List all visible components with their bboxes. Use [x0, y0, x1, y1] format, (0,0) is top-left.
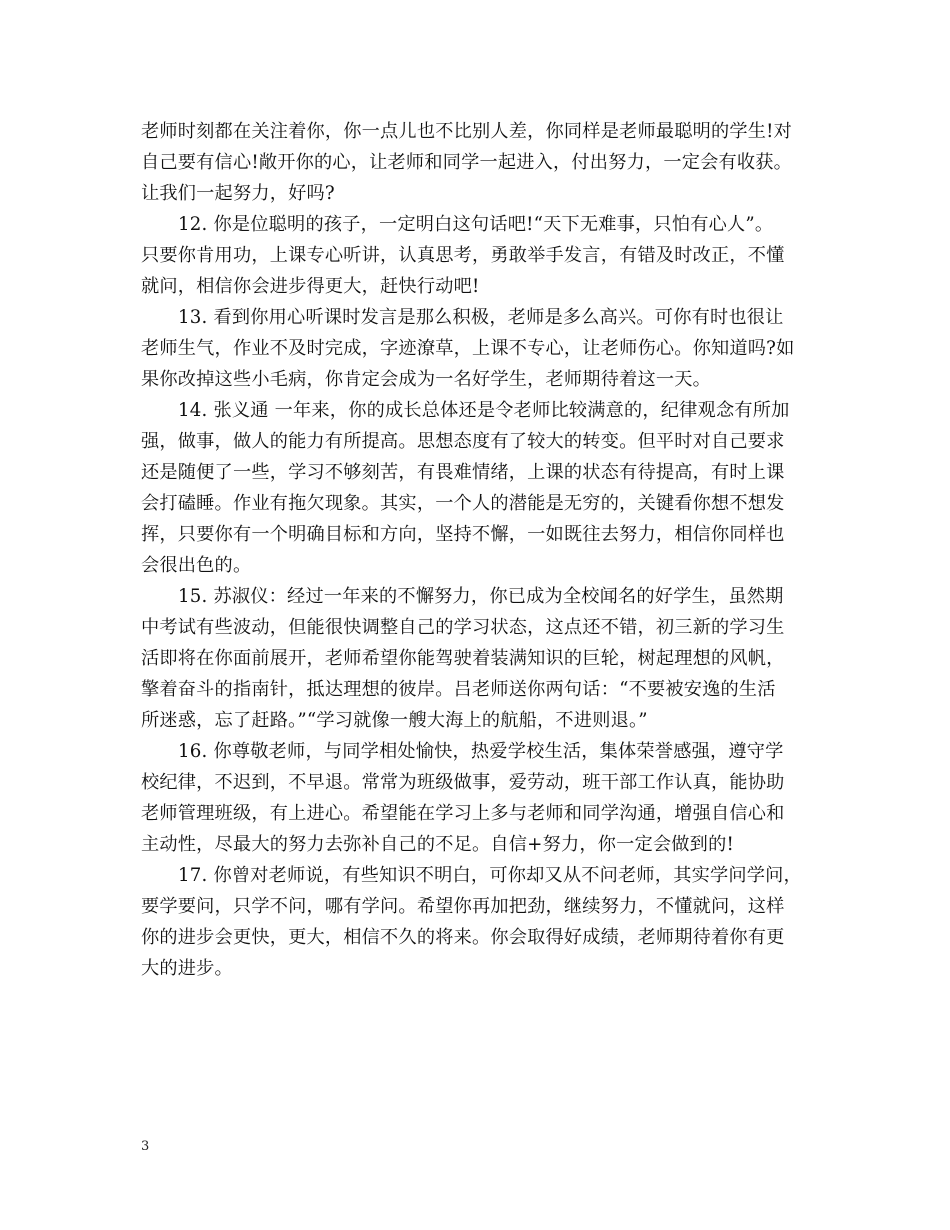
text-line: 挥，只要你有一个明确目标和方向，坚持不懈，一如既往去努力，相信你同样也: [141, 524, 785, 545]
text-line: 中考试有些波动，但能很快调整自己的学习状态，这点还不错，初三新的学习生: [141, 617, 785, 638]
text-line: 会打磕睡。作业有拖欠现象。其实，一个人的潜能是无穷的，关键看你想不想发: [141, 493, 785, 514]
text-line: 活即将在你面前展开，老师希望你能驾驶着装满知识的巨轮，树起理想的风帆，: [141, 648, 785, 669]
paragraph-13: [141, 302, 821, 395]
text-line: 大的进步。: [141, 958, 233, 979]
text-line: 所迷惑，忘了赶路。”“学习就像一艘大海上的航船，不进则退。”: [141, 710, 648, 731]
text-line: 还是随便了一些，学习不够刻苦，有畏难情绪，上课的状态有待提高，有时上课: [141, 462, 785, 483]
text-line: 13. 看到你用心听课时发言是那么积极，老师是多么高兴。可你有时也很让: [178, 307, 784, 328]
text-line: 就问，相信你会进步得更大，赶快行动吧!: [141, 276, 480, 297]
text-line: 16. 你尊敬老师，与同学相处愉快，热爱学校生活，集体荣誉感强，遵守学: [178, 741, 784, 762]
text-line: 只要你肯用功，上课专心听讲，认真思考，勇敢举手发言，有错及时改正，不懂: [141, 245, 785, 266]
text-line: 老师管理班级，有上进心。希望能在学习上多与老师和同学沟通，增强自信心和: [141, 803, 785, 824]
paragraph-continuation: [141, 116, 821, 209]
text-line: 老师时刻都在关注着你，你一点儿也不比别人差，你同样是老师最聪明的学生!对: [141, 121, 793, 142]
text-line: 老师生气，作业不及时完成，字迹潦草，上课不专心，让老师伤心。你知道吗?如: [141, 338, 795, 359]
text-line: 自己要有信心!敞开你的心，让老师和同学一起进入，付出努力，一定会有收获。: [141, 152, 793, 173]
text-line: 要学要问，只学不问，哪有学问。希望你再加把劲，继续努力，不懂就问，这样: [141, 896, 785, 917]
text-line: 主动性，尽最大的努力去弥补自己的不足。自信+努力，你一定会做到的!: [141, 834, 734, 855]
paragraph-12: [141, 209, 821, 302]
text-line: 17. 你曾对老师说，有些知识不明白，可你却又从不问老师，其实学问学问，: [178, 865, 802, 886]
text-line: 校纪律，不迟到，不早退。常常为班级做事，爱劳动，班干部工作认真，能协助: [141, 772, 785, 793]
page-number: 3: [141, 1139, 150, 1154]
text-line: 15. 苏淑仪：经过一年来的不懈努力，你已成为全校闻名的好学生，虽然期: [178, 586, 784, 607]
text-line: 你的进步会更快，更大，相信不久的将来。你会取得好成绩，老师期待着你有更: [141, 927, 785, 948]
paragraph-17: [141, 860, 821, 984]
text-line: 14. 张义通 一年来，你的成长总体还是令老师比较满意的，纪律观念有所加: [178, 400, 790, 421]
text-line: 让我们一起努力，好吗?: [141, 183, 335, 204]
paragraph-15: [141, 581, 821, 736]
text-line: 强，做事，做人的能力有所提高。思想态度有了较大的转变。但平时对自己要求: [141, 431, 785, 452]
text-line: 擎着奋斗的指南针，抵达理想的彼岸。吕老师送你两句话：“不要被安逸的生活: [141, 679, 776, 700]
text-line: 会很出色的。: [141, 555, 252, 576]
text-line: 果你改掉这些小毛病，你肯定会成为一名好学生，老师期待着这一天。: [141, 369, 712, 390]
paragraph-14: [141, 395, 821, 581]
paragraph-16: [141, 736, 821, 860]
text-line: 12. 你是位聪明的孩子，一定明白这句话吧!“天下无难事，只怕有心人”。: [178, 214, 774, 235]
body-text: [141, 116, 821, 984]
